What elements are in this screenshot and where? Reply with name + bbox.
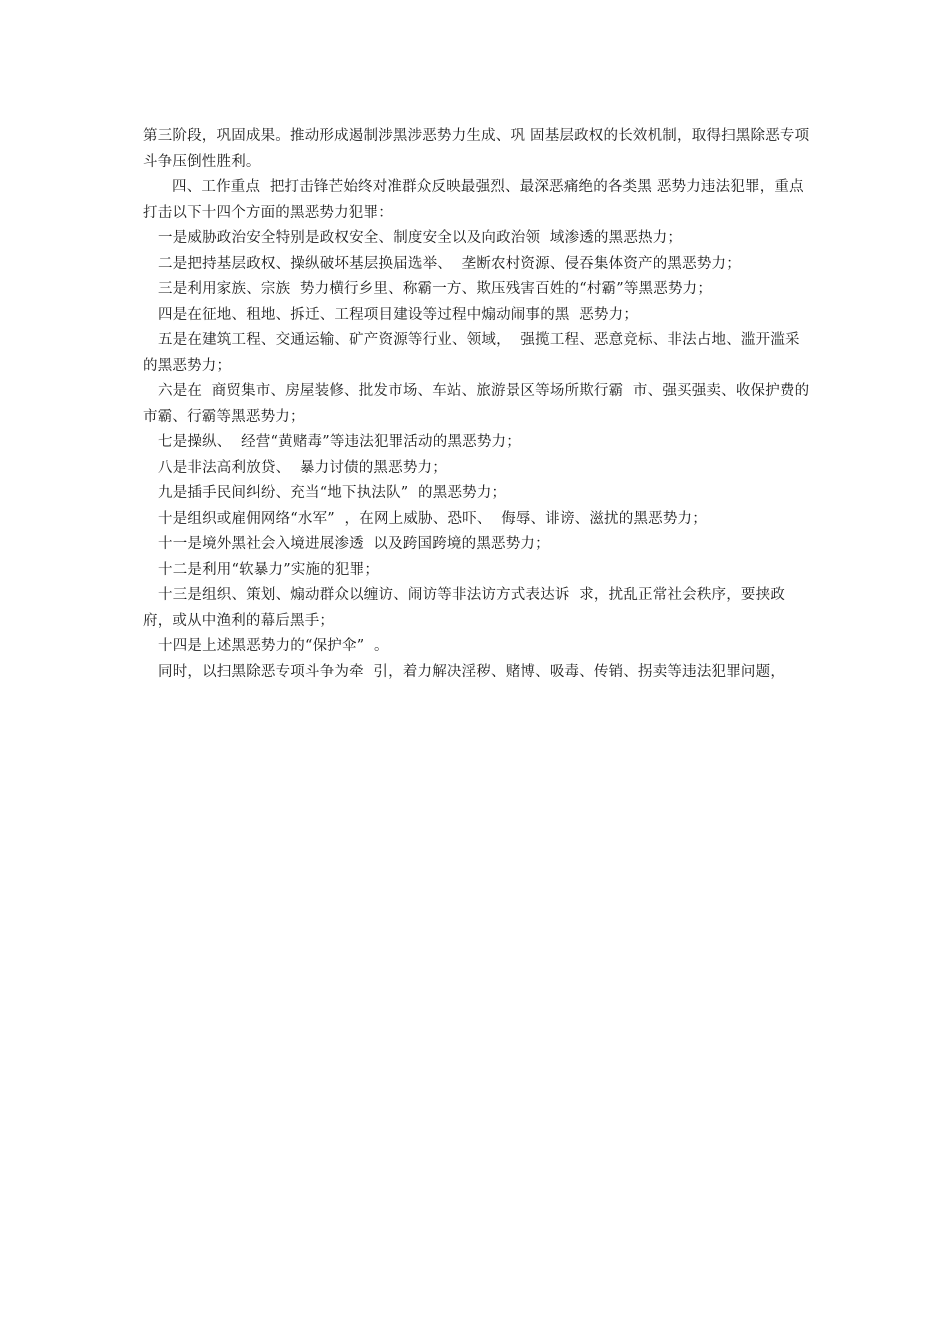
paragraph: 四、工作重点 把打击锋芒始终对准群众反映最强烈、最深恶痛绝的各类黑 恶势力违法犯罪，重点打击以下十四个方面的黑恶势力犯罪： [143, 179, 804, 221]
document-body [143, 124, 813, 685]
paragraph: 十四是上述黑恶势力的“保护伞” 。 [158, 638, 389, 654]
paragraph: 三是利用家族、宗族 势力横行乡里、称霸一方、欺压残害百姓的“村霸”等黑恶势力； [158, 281, 713, 297]
paragraph: 二是把持基层政权、操纵破坏基层换届选举、 垄断农村资源、侵吞集体资产的黑恶势力； [158, 255, 741, 272]
paragraph: 一是威胁政治安全特别是政权安全、制度安全以及向政治领 域渗透的黑恶热力； [158, 230, 683, 246]
paragraph: 十三是组织、策划、煽动群众以缠访、闹访等非法访方式表达诉 求，扰乱正常社会秩序，要挟政府，或从中渔利的幕后黑手； [143, 587, 786, 629]
paragraph: 十一是境外黑社会入境进展渗透 以及跨国跨境的黑恶势力； [158, 536, 550, 552]
paragraph: 八是非法高利放贷、 暴力讨债的黑恶势力； [158, 459, 447, 476]
paragraph: 十是组织或雇佣网络“水军” ，在网上威胁、恐吓、 侮辱、诽谤、滋扰的黑恶势力； [158, 510, 707, 527]
paragraph: 同时，以扫黑除恶专项斗争为牵 引，着力解决淫秽、赌博、吸毒、传销、拐卖等违法犯罪问题， [158, 663, 786, 680]
paragraph: 第三阶段，巩固成果。推动形成遏制涉黑涉恶势力生成、巩 固基层政权的长效机制，取得扫黑除恶专项斗争压倒性胜利。 [143, 128, 810, 170]
paragraph: 六是在 商贸集市、房屋装修、批发市场、车站、旅游景区等场所欺行霸 市、强买强卖、收保护费的市霸、行霸等黑恶势力； [143, 383, 810, 425]
paragraph: 四是在征地、租地、拆迁、工程项目建设等过程中煽动闹事的黑 恶势力； [158, 306, 639, 323]
paragraph: 十二是利用“软暴力”实施的犯罪； [158, 561, 380, 578]
paragraph: 七是操纵、 经营“黄赌毒”等违法犯罪活动的黑恶势力； [158, 434, 521, 450]
paragraph: 九是插手民间纠纷、充当“地下执法队” 的黑恶势力； [158, 485, 507, 501]
paragraph: 五是在建筑工程、交通运输、矿产资源等行业、领域， 强揽工程、恶意竞标、非法占地、滥开滥采的黑恶势力； [143, 332, 800, 374]
